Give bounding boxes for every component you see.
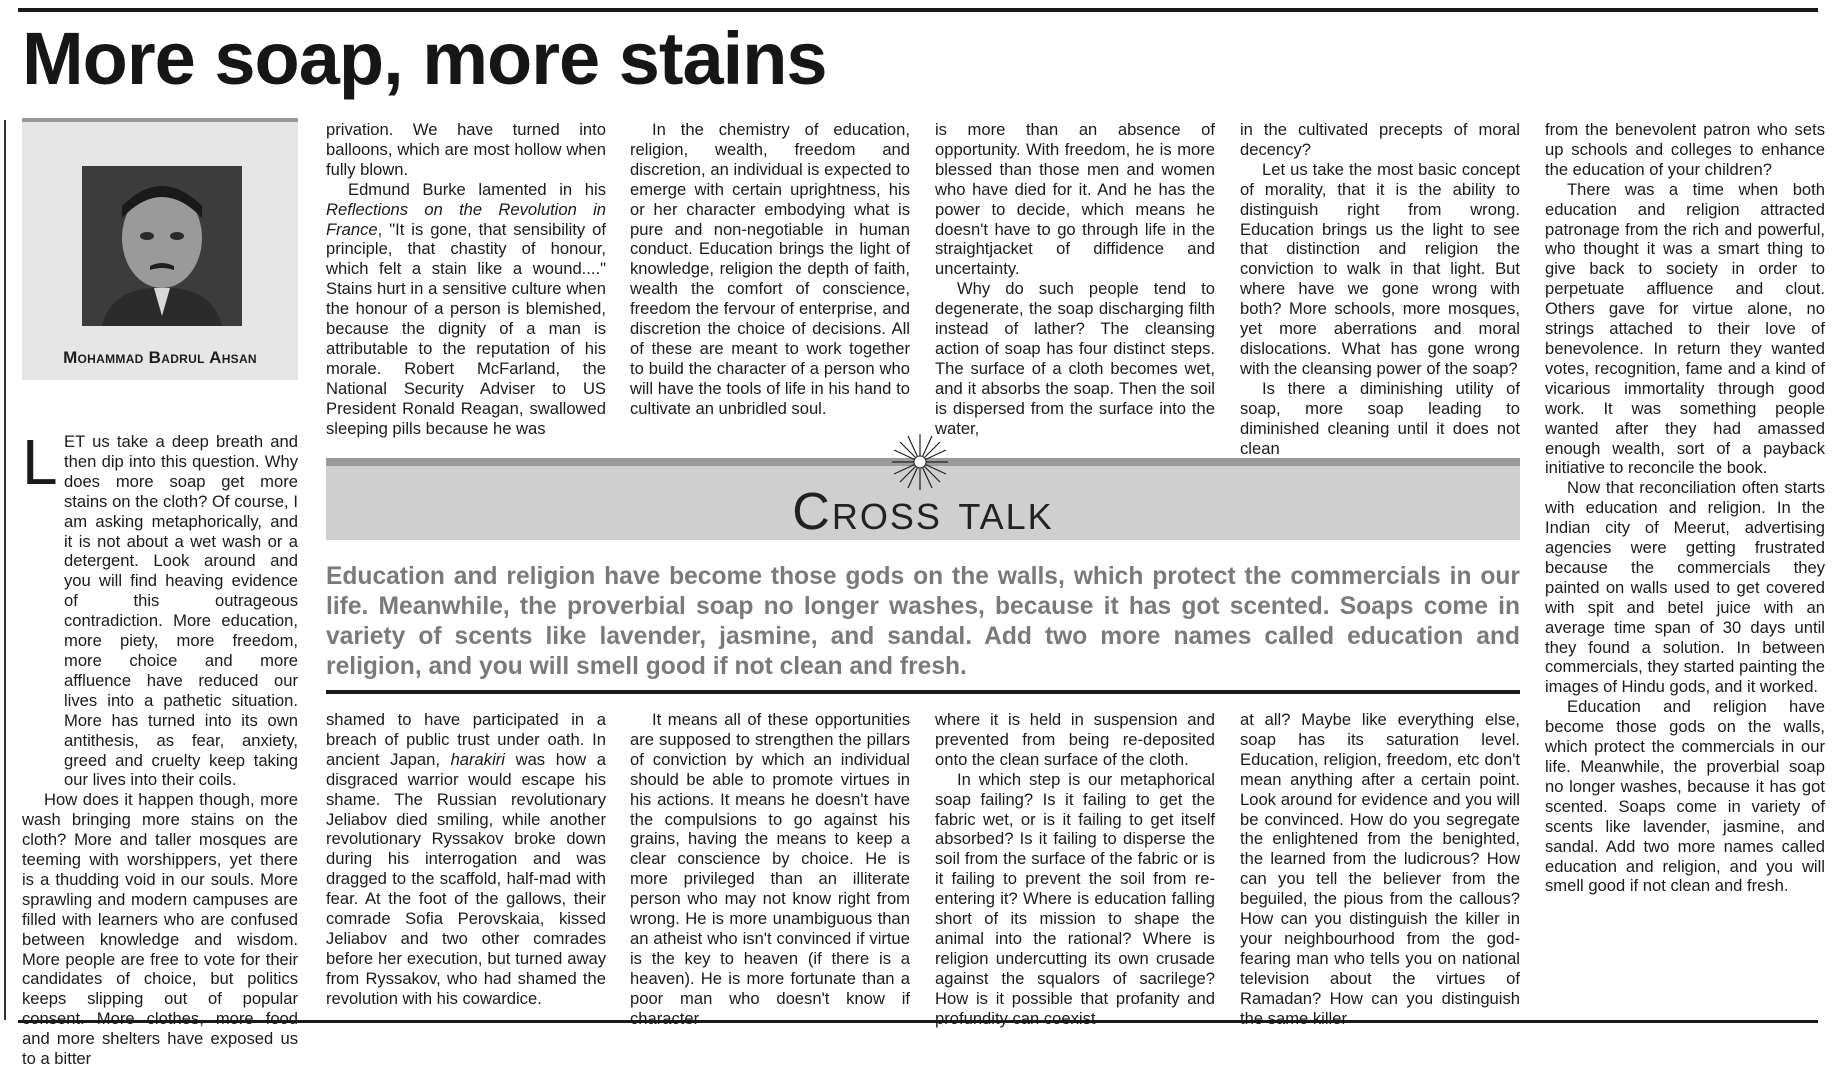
- paragraph: privation. We have turned into balloons, which are most hollow when fully blown.: [326, 120, 606, 179]
- paragraph: from the benevolent patron who sets up schools and colleges to enhance the education of your children?: [1545, 120, 1825, 179]
- paragraph-text: was how a disgraced warrior would escape his shame. The Russian revolutionary Jeliabov died smiling, while another revolutionary Ryssakov broke down during his interrogation and was dragged to the scaffold, half-mad with fear. At the foot of the gallows, their comrade Sofia Perovskaia, kissed Jeliabov and two other comrades before her execution, but turned away from Ryssakov, who had shamed the revolution with his cowardice.: [326, 749, 606, 1008]
- paragraph-text: , "It is gone, that sensibility of principle, that chastity of honour, which felt a stain like a wound...." Stains hurt in a sensitive culture when the honour of a person is blemished, because the dignity of a man is attributable to the reputation of his morale. Robert McFarland, the National Security Adviser to US President Ronald Reagan, swallowed sleeping pills because he was: [326, 219, 606, 438]
- article-column-1: [22, 426, 298, 1069]
- paragraph: Now that reconciliation often starts with education and religion. In the Indian city of Meerut, advertising agencies were getting frustrated because the commercials they painted on walls used to get covered with spit and betel juice with an average time span of 30 days until they found a solution. In between commercials, they started painting the images of Hindu gods, and it worked.: [1545, 478, 1825, 697]
- headline: More soap, more stains: [22, 17, 827, 100]
- left-margin-rule: [4, 120, 6, 1020]
- author-byline: Mohammad Badrul Ahsan: [63, 348, 257, 367]
- article-column-4: [935, 120, 1215, 445]
- paragraph: Education and religion have become those gods on the walls, which protect the commercials in our life. Meanwhile, the proverbial soap no longer washes, because it has got scented. Soaps come in variety of scents like lavender, jasmine, and sandal. Add two more names called education and religion, and you will smell good if not clean and fresh.: [1545, 697, 1825, 896]
- paragraph: Is there a diminishing utility of soap, more soap leading to diminished cleaning until it does not clean: [1240, 378, 1520, 458]
- top-rule: [18, 8, 1818, 12]
- paragraph: How does it happen though, more wash bringing more stains on the cloth? More and taller mosques are teeming with worshippers, yet there is a thudding void in our souls. More sprawling and modern campuses are filled with learners who are confused between knowledge and wisdom. More people are free to vote for their candidates of choice, but politics keeps slipping out of popular consent. More clothes, more food and more shelters have exposed us to a bitter: [22, 790, 298, 1069]
- paragraph: is more than an absence of opportunity. With freedom, he is more blessed than those men and women who have died for it. And he has the power to decide, which means he doesn't have to go through life in the straightjacket of diffidence and uncertainty.: [935, 120, 1215, 279]
- article-column-5-continued: [1240, 710, 1520, 1027]
- paragraph-text: ET us take a deep breath and then dip into this question. Why does more soap get more stains on the cloth? Of course, I am asking metaphorically, and it is not about a wet wash or a detergent. Look around and you will find heaving evidence of this outrageous contradiction. More education, more piety, more freedom, more choice and more affluence have reduced our lives into a pathetic situation. More has turned into its own antithesis, as fear, anxiety, greed and cruelty keep taking our lives into their coils.: [64, 432, 298, 790]
- paragraph-text: shamed to have participated in a breach of public trust under oath. In ancient Japan,: [326, 710, 606, 769]
- paragraph: It means all of these opportunities are supposed to strengthen the pillars of conviction by which an individual should be able to promote virtues in his actions. It means he doesn't have the compulsions to go against his grains, having the means to keep a clear conscience by choice. He is more privileged than an illiterate person who may not know right from wrong. He is more unambiguous than an atheist who isn't convinced if virtue is the key to heaven (if there is a heaven). He is more fortunate than a poor man who doesn't know if character: [630, 710, 910, 1028]
- pull-quote: Education and religion have become those gods on the walls, which protect the commercials in our life. Meanwhile, the proverbial soap no longer washes, because it has got scented. Soaps come in variety of scents like lavender, jasmine, and sandal. Add two more names called education and religion, and you will smell good if not clean and fresh.: [326, 563, 1520, 680]
- author-box: [22, 118, 298, 380]
- paragraph: In the chemistry of education, religion, wealth, freedom and discretion, an individual is expected to emerge with certain uprightness, his or her character embodying what is pure and non-negotiable in human conduct. Education brings the light of knowledge, religion the depth of faith, wealth the comfort of conscience, freedom the fervour of enterprise, and discretion the choice of decisions. All of these are meant to work together to build the character of a person who will have the tools of life in his hand to cultivate an unbridled soul.: [630, 120, 910, 418]
- article-column-4-continued: [935, 710, 1215, 1027]
- paragraph: where it is held in suspension and prevented from being re-deposited onto the clean surface of the cloth.: [935, 710, 1215, 769]
- article-column-6: [1545, 120, 1825, 1027]
- article-column-2: [326, 120, 606, 445]
- paragraph: Why do such people tend to degenerate, the soap discharging filth instead of lather? The cleansing action of soap has four distinct steps. The surface of a cloth becomes wet, and it absorbs the soap. Then the soil is dispersed from the surface into the water,: [935, 279, 1215, 438]
- paragraph: [22, 426, 298, 790]
- paragraph: [326, 710, 606, 1009]
- paragraph: Let us take the most basic concept of morality, that it is the ability to distinguish right from wrong. Education brings us the light to see that distinction and religion the conviction to walk in that light. But where have we gone wrong with both? More schools, more mosques, yet more aberrations and moral dislocations. What has gone wrong with the cleansing power of the soap?: [1240, 159, 1520, 378]
- author-portrait-image: [82, 166, 242, 326]
- paragraph: in the cultivated precepts of moral decency?: [1240, 120, 1520, 159]
- book-title: Reflections on the Revolution in France: [326, 199, 606, 239]
- article-column-3: [630, 120, 910, 445]
- author-photo: [82, 166, 242, 326]
- article-column-2-continued: [326, 710, 606, 1027]
- paragraph: There was a time when both education and religion attracted patronage from the rich and powerful, who thought it was a smart thing to give back to society in order to perpetuate affluence and clout. Others gave for virtue alone, no strings attached to their love of benevolence. In return they wanted votes, recognition, fame and a kind of vicarious immortality through good work. It was something people wanted after they had amassed enough wealth, sort of a payback initiative to reconcile the book.: [1545, 179, 1825, 478]
- pull-quote-rule: [326, 690, 1520, 694]
- italic-term: harakiri: [450, 749, 505, 769]
- article-column-5: [1240, 120, 1520, 458]
- drop-cap: L: [22, 426, 58, 498]
- paragraph: at all? Maybe like everything else, soap has its saturation level. Education, religion, freedom, etc don't mean anything after a certain point. Look around for evidence and you will be convinced. How do you segregate the enlightened from the benighted, the learned from the ludicrous? How can you tell the believer from the beguiled, the pious from the callous? How can you distinguish the killer in your neighbourhood from the god-fearing man who tells you on national television about the virtues of Ramadan? How can you distinguish the same killer: [1240, 710, 1520, 1028]
- paragraph: [326, 180, 606, 439]
- section-title: Cross talk: [792, 483, 1054, 541]
- paragraph: In which step is our metaphorical soap failing? Is it failing to get the fabric wet, or is it failing to get itself absorbed? Is it failing to disperse the soil from the surface of the fabric or is it failing to prevent the soil from re-entering it? Where is education falling short of its mission to shape the animal into the rational? Where is religion undercutting its own crusade against the squalors of sacrilege? How is it possible that profanity and profundity can coexist: [935, 769, 1215, 1028]
- paragraph-text: Edmund Burke lamented in his: [348, 179, 606, 199]
- starburst-icon: [890, 432, 950, 492]
- article-column-3-continued: [630, 710, 910, 1027]
